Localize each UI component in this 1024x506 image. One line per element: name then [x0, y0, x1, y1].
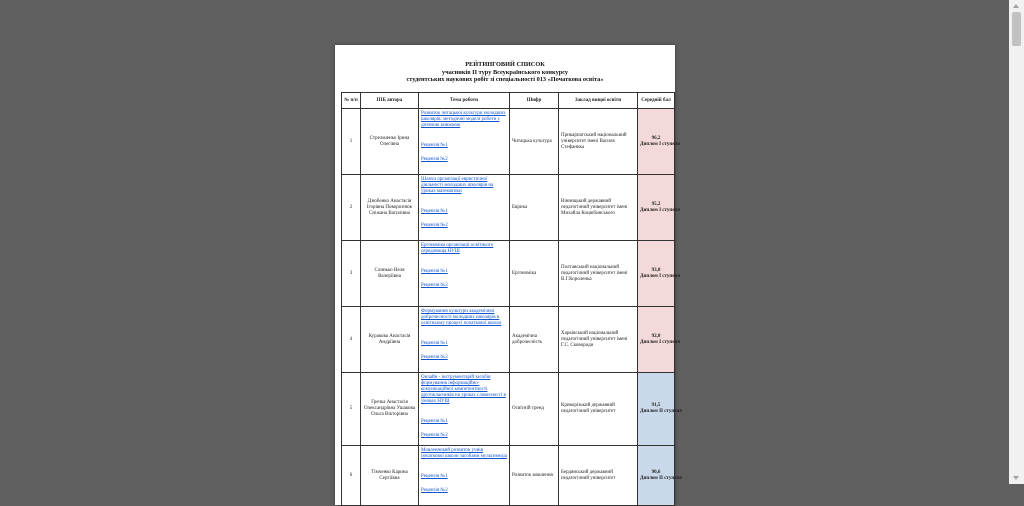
- topic-cell: [419, 307, 510, 373]
- score-value: 93,0: [651, 267, 661, 273]
- row-number: 4: [342, 307, 361, 373]
- diploma-label: Диплом ІІ ступеня: [640, 409, 683, 414]
- author-name: Дзюбенко Анастасія Ігорівна Поворознюк Сніжана Василівна: [361, 175, 419, 241]
- author-name: Тімченко Карина Сергіївна: [361, 446, 419, 506]
- row-number: 3: [342, 241, 361, 307]
- header-number: № п/п: [342, 93, 361, 109]
- review-2-link[interactable]: Рецензія №2: [421, 355, 448, 360]
- institution-cell: Харківський національний педагогічний університет імені Г.С. Сковороди: [559, 307, 638, 373]
- topic-link[interactable]: Шляхи організації евристичної діяльності молодших школярів на уроках математики: [421, 177, 494, 194]
- title-line-1: РЕЙТИНГОВИЙ СПИСОК: [465, 61, 545, 68]
- topic-cell: [419, 373, 510, 446]
- institution-cell: Полтавський національний педагогічний університет імені В.Г.Короленка: [559, 241, 638, 307]
- table-row: [342, 307, 675, 373]
- score-value: 91,5: [651, 403, 661, 408]
- institution-cell: Прикарпатський національний університет імені Василя Стефаника: [559, 109, 638, 175]
- score-value: 90,6: [651, 469, 661, 475]
- document-title: [335, 61, 675, 84]
- diploma-label: Диплом І ступеня: [640, 141, 681, 147]
- row-number: 6: [342, 446, 361, 506]
- topic-cell: [419, 109, 510, 175]
- score-cell: [638, 446, 683, 506]
- row-number: 1: [342, 109, 361, 175]
- score-value: 95,2: [651, 201, 661, 207]
- review-2-link[interactable]: Рецензія №2: [421, 157, 448, 162]
- author-name: Куракова Анастасія Андріївна: [361, 307, 419, 373]
- topic-link[interactable]: Формування культури академічної доброчесності молодших школярів в освітньому процесі початкової школи: [421, 309, 502, 326]
- score-cell: [638, 307, 681, 373]
- diploma-label: Диплом І ступеня: [640, 273, 681, 279]
- review-2-link[interactable]: Рецензія №2: [421, 223, 448, 228]
- row-number: 5: [342, 373, 361, 446]
- table-row: [342, 373, 675, 446]
- title-line-2: учасників ІІ туру Всеукраїнського конкурсу: [441, 68, 569, 76]
- code-cell: Освітній тренд: [510, 373, 559, 446]
- author-name: Гречка Анастасія Олександрівна Ушакова Ольга Вікторівна: [361, 373, 419, 446]
- score-cell: [638, 373, 683, 446]
- code-cell: Ергономіка: [510, 241, 559, 307]
- header-score: Середній бал: [638, 93, 675, 109]
- header-topic: Тема роботи: [419, 93, 510, 109]
- diploma-label: Диплом ІІ ступеня: [640, 475, 683, 481]
- scroll-up-button[interactable]: [1009, 0, 1024, 12]
- code-cell: Розвиток мовлення: [510, 446, 559, 506]
- table-row: [342, 446, 675, 506]
- review-1-link[interactable]: Рецензія №1: [421, 474, 448, 479]
- author-name: Стрельченко Ірина Олегівна: [361, 109, 419, 175]
- row-number: 2: [342, 175, 361, 241]
- header-institution: Заклад вищої освіти: [559, 93, 638, 109]
- topic-cell: [419, 241, 510, 307]
- score-cell: [638, 175, 681, 241]
- review-2-link[interactable]: Рецензія №2: [421, 283, 448, 288]
- diploma-label: Диплом І ступеня: [640, 339, 681, 345]
- table-row: [342, 109, 675, 175]
- scroll-down-button[interactable]: [1009, 472, 1024, 484]
- review-2-link[interactable]: Рецензія №2: [421, 433, 448, 438]
- table-row: [342, 175, 675, 241]
- score-cell: [638, 109, 681, 175]
- review-2-link[interactable]: Рецензія №2: [421, 488, 448, 493]
- topic-link[interactable]: Онлайн - інструментарій засобів формування інформаційно-комунікаційної компетентності другокласників на уроках словесності в умовах НУШ: [421, 375, 506, 404]
- header-code: Шифр: [510, 93, 559, 109]
- title-line-3: студентських наукових робіт зі спеціальності 013 «Початкова освіта»: [406, 76, 604, 84]
- topic-link[interactable]: Ергономіка організації освітнього середовища НУШ: [421, 243, 494, 254]
- review-1-link[interactable]: Рецензія №1: [421, 269, 448, 274]
- topic-link[interactable]: Розвиток читацької культури молодших школярів: методичні моделі роботи з дитячою книжкою: [421, 111, 506, 128]
- score-cell: [638, 241, 681, 307]
- score-value: 92,0: [651, 333, 661, 339]
- institution-cell: Бердянський державний педагогічний університет: [559, 446, 638, 506]
- table-row: [342, 241, 675, 307]
- arrow-up-icon: [1013, 4, 1019, 8]
- review-1-link[interactable]: Рецензія №1: [421, 419, 448, 424]
- document-page: [335, 45, 683, 505]
- code-cell: Читацька культура: [510, 109, 559, 175]
- code-cell: Еврика: [510, 175, 559, 241]
- review-1-link[interactable]: Рецензія №1: [421, 143, 448, 148]
- score-value: 96,2: [651, 135, 661, 141]
- diploma-label: Диплом І ступеня: [640, 207, 681, 213]
- review-1-link[interactable]: Рецензія №1: [421, 209, 448, 214]
- topic-cell: [419, 446, 510, 506]
- scroll-thumb[interactable]: [1012, 12, 1021, 46]
- review-1-link[interactable]: Рецензія №1: [421, 341, 448, 346]
- institution-cell: Криворізький державний педагогічний університет: [559, 373, 638, 446]
- institution-cell: Вінницький державний педагогічний університет імені Михайла Коцюбинського: [559, 175, 638, 241]
- topic-link[interactable]: Мовленнєвий розвиток учнів початкової школи засобами мультимедіа: [421, 448, 507, 459]
- author-name: Слинько Неля Валеріївна: [361, 241, 419, 307]
- table-header-row: [342, 93, 675, 109]
- vertical-scrollbar[interactable]: [1009, 0, 1024, 484]
- rating-table: [341, 92, 683, 506]
- topic-cell: [419, 175, 510, 241]
- header-author: ПІБ автора: [361, 93, 419, 109]
- arrow-down-icon: [1013, 476, 1019, 480]
- code-cell: Академічна доброчесність: [510, 307, 559, 373]
